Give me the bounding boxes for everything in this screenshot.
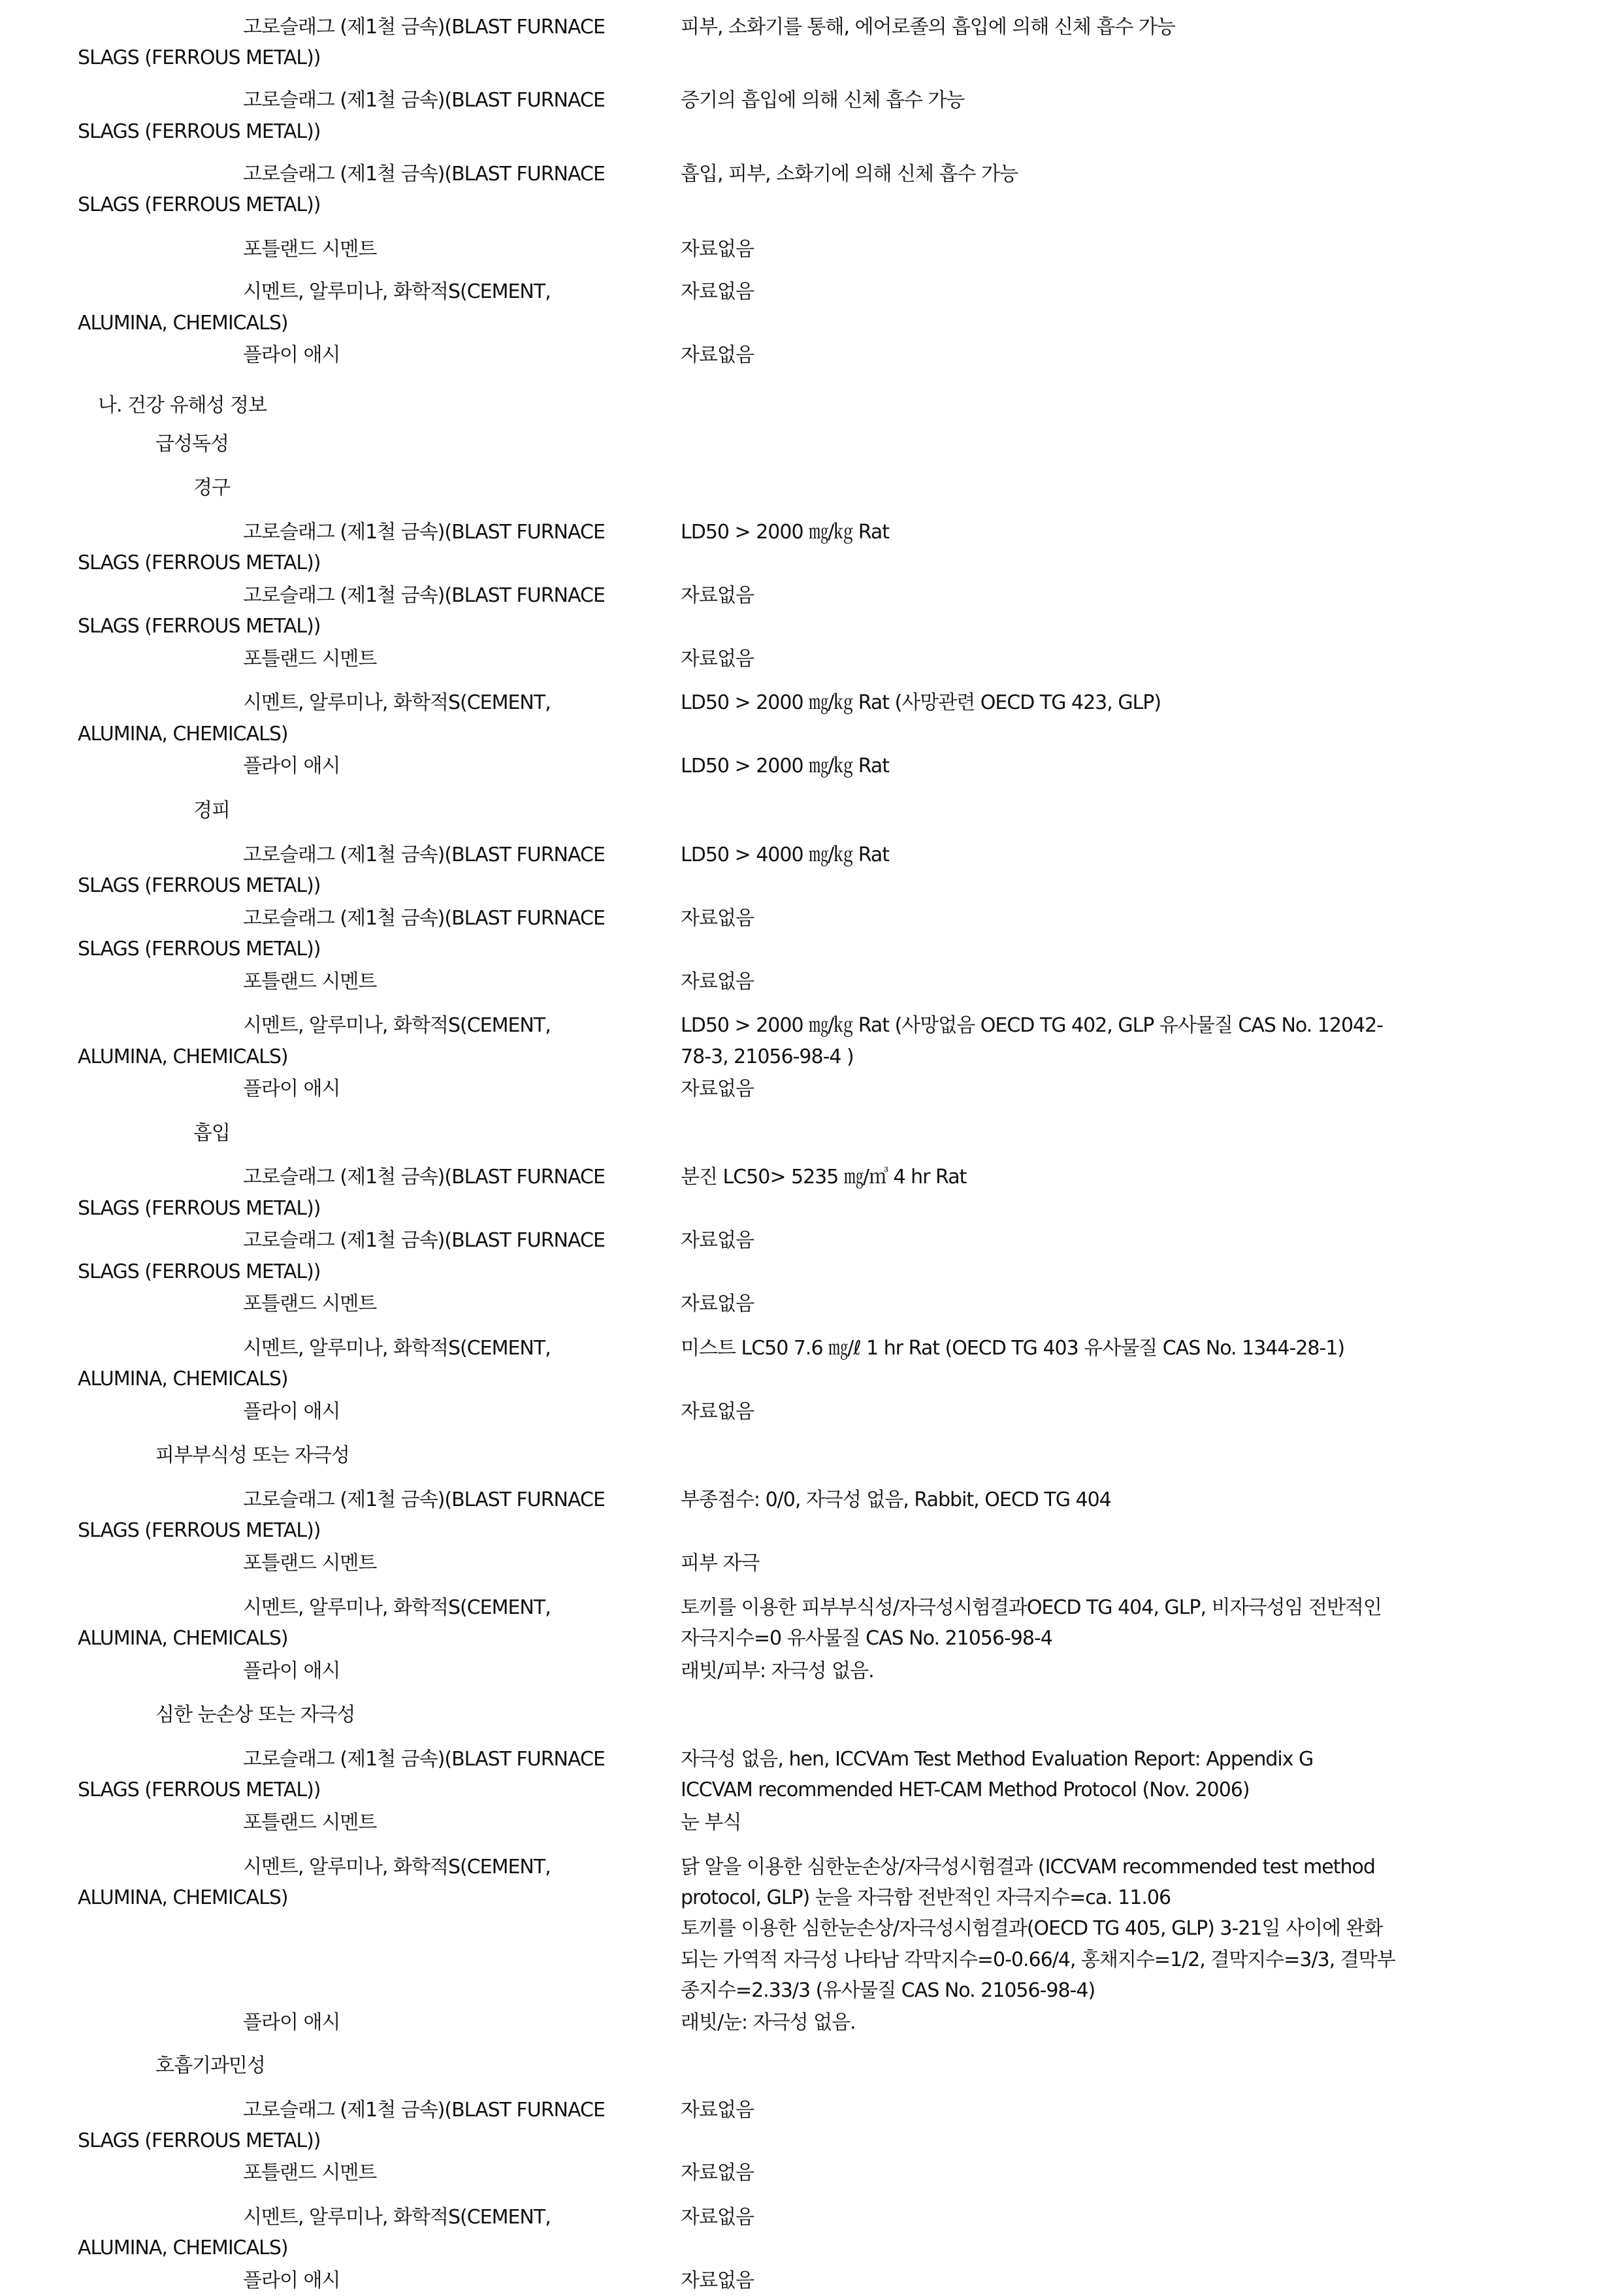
substance-name-continued: ALUMINA, CHEMICALS): [78, 722, 288, 746]
hazard-value: 미스트 LC50 7.6 ㎎/ℓ 1 hr Rat (OECD TG 403 유사물질 CAS No. 1344-28-1): [681, 1336, 1345, 1360]
substance-name-continued: SLAGS (FERROUS METAL)): [78, 1779, 321, 1802]
subsection-heading: 경피: [193, 799, 230, 822]
hazard-value: 자극성 없음, hen, ICCVAm Test Method Evaluation Report: Appendix G: [681, 1747, 1314, 1771]
substance-name: 포틀랜드 시멘트: [243, 970, 377, 993]
hazard-value: 자료없음: [681, 2269, 754, 2293]
substance-name: 포틀랜드 시멘트: [243, 647, 377, 670]
hazard-value: 분진 LC50> 5235 ㎎/㎥ 4 hr Rat: [681, 1166, 967, 1189]
hazard-value: 자료없음: [681, 1077, 754, 1101]
substance-name: 플라이 애시: [243, 1659, 340, 1682]
substance-name: 플라이 애시: [243, 2269, 340, 2293]
hazard-value: 닭 알을 이용한 심한눈손상/자극성시험결과 (ICCVAM recommended test method: [681, 1855, 1375, 1878]
hazard-value: 자료없음: [681, 583, 754, 607]
substance-name: 포틀랜드 시멘트: [243, 1552, 377, 1575]
substance-name: 고로슬래그 (제1철 금속)(BLAST FURNACE: [243, 906, 605, 930]
substance-name: 고로슬래그 (제1철 금속)(BLAST FURNACE: [243, 2098, 605, 2122]
substance-name: 시멘트, 알루미나, 화학적S(CEMENT,: [243, 1596, 551, 1619]
hazard-value: ICCVAM recommended HET-CAM Method Protocol (Nov. 2006): [681, 1779, 1250, 1802]
substance-name: 고로슬래그 (제1철 금속)(BLAST FURNACE: [243, 1488, 605, 1512]
substance-name: 포틀랜드 시멘트: [243, 1292, 377, 1316]
subsection-heading: 호흡기과민성: [155, 2054, 265, 2077]
substance-name: 고로슬래그 (제1철 금속)(BLAST FURNACE: [243, 520, 605, 544]
substance-name-continued: ALUMINA, CHEMICALS): [78, 2237, 288, 2260]
substance-name: 플라이 애시: [243, 755, 340, 778]
substance-name-continued: SLAGS (FERROUS METAL)): [78, 551, 321, 575]
hazard-value: LD50 > 2000 ㎎/㎏ Rat (사망관련 OECD TG 423, GLP): [681, 691, 1161, 715]
subsection-heading: 심한 눈손상 또는 자극성: [155, 1703, 355, 1727]
hazard-value: 토끼를 이용한 피부부식성/자극성시험결과OECD TG 404, GLP, 비자극성임 전반적인: [681, 1596, 1382, 1619]
substance-name-continued: SLAGS (FERROUS METAL)): [78, 2129, 321, 2152]
substance-name-continued: SLAGS (FERROUS METAL)): [78, 1196, 321, 1220]
subsection-heading: 급성독성: [155, 432, 229, 455]
substance-name: 시멘트, 알루미나, 화학적S(CEMENT,: [243, 691, 551, 715]
hazard-value: 종지수=2.33/3 (유사물질 CAS No. 21056-98-4): [681, 1978, 1095, 2002]
substance-name: 고로슬래그 (제1철 금속)(BLAST FURNACE: [243, 1229, 605, 1253]
hazard-value: 흡입, 피부, 소화기에 의해 신체 흡수 가능: [681, 163, 1018, 186]
hazard-value: 자료없음: [681, 2161, 754, 2185]
substance-name: 플라이 애시: [243, 2011, 340, 2035]
substance-name-continued: ALUMINA, CHEMICALS): [78, 1368, 288, 1391]
hazard-value: 자료없음: [681, 1292, 754, 1316]
hazard-value: 래빗/피부: 자극성 없음.: [681, 1659, 874, 1682]
hazard-value: 토끼를 이용한 심한눈손상/자극성시험결과(OECD TG 405, GLP) 3-21일 사이에 완화: [681, 1917, 1383, 1941]
substance-name-continued: SLAGS (FERROUS METAL)): [78, 120, 321, 143]
substance-name: 포틀랜드 시멘트: [243, 238, 377, 261]
hazard-value: 피부, 소화기를 통해, 에어로졸의 흡입에 의해 신체 흡수 가능: [681, 15, 1175, 39]
substance-name: 시멘트, 알루미나, 화학적S(CEMENT,: [243, 1855, 551, 1878]
hazard-value: 자료없음: [681, 1229, 754, 1253]
hazard-value: LD50 > 4000 ㎎/㎏ Rat: [681, 843, 890, 866]
hazard-value: 78-3, 21056-98-4 ): [681, 1045, 854, 1068]
substance-name: 시멘트, 알루미나, 화학적S(CEMENT,: [243, 1014, 551, 1038]
substance-name-continued: SLAGS (FERROUS METAL)): [78, 874, 321, 897]
hazard-value: 자료없음: [681, 970, 754, 993]
substance-name-continued: ALUMINA, CHEMICALS): [78, 1886, 288, 1909]
substance-name: 고로슬래그 (제1철 금속)(BLAST FURNACE: [243, 163, 605, 186]
substance-name: 플라이 애시: [243, 1077, 340, 1101]
hazard-value: LD50 > 2000 ㎎/㎏ Rat (사망없음 OECD TG 402, GLP 유사물질 CAS No. 12042-: [681, 1014, 1384, 1038]
substance-name: 고로슬래그 (제1철 금속)(BLAST FURNACE: [243, 843, 605, 866]
substance-name: 고로슬래그 (제1철 금속)(BLAST FURNACE: [243, 1166, 605, 1189]
substance-name: 플라이 애시: [243, 344, 340, 367]
substance-name: 포틀랜드 시멘트: [243, 1811, 377, 1834]
substance-name-continued: ALUMINA, CHEMICALS): [78, 1627, 288, 1650]
substance-name-continued: SLAGS (FERROUS METAL)): [78, 46, 321, 69]
substance-name-continued: SLAGS (FERROUS METAL)): [78, 937, 321, 960]
hazard-value: 자극지수=0 유사물질 CAS No. 21056-98-4: [681, 1627, 1052, 1650]
substance-name: 고로슬래그 (제1철 금속)(BLAST FURNACE: [243, 89, 605, 112]
substance-name: 시멘트, 알루미나, 화학적S(CEMENT,: [243, 1336, 551, 1360]
hazard-value: 자료없음: [681, 2206, 754, 2229]
substance-name-continued: SLAGS (FERROUS METAL)): [78, 615, 321, 638]
hazard-value: 눈 부식: [681, 1811, 741, 1834]
hazard-value: LD50 > 2000 ㎎/㎏ Rat: [681, 520, 890, 544]
hazard-value: LD50 > 2000 ㎎/㎏ Rat: [681, 755, 890, 778]
substance-name: 고로슬래그 (제1철 금속)(BLAST FURNACE: [243, 1747, 605, 1771]
hazard-value: 부종점수: 0/0, 자극성 없음, Rabbit, OECD TG 404: [681, 1488, 1111, 1512]
substance-name: 시멘트, 알루미나, 화학적S(CEMENT,: [243, 2206, 551, 2229]
hazard-value: protocol, GLP) 눈을 자극함 전반적인 자극지수=ca. 11.06: [681, 1886, 1171, 1909]
substance-name-continued: SLAGS (FERROUS METAL)): [78, 1519, 321, 1543]
hazard-value: 피부 자극: [681, 1552, 760, 1575]
subsection-heading: 흡입: [193, 1121, 230, 1145]
hazard-value: 증기의 흡입에 의해 신체 흡수 가능: [681, 89, 965, 112]
substance-name: 플라이 애시: [243, 1400, 340, 1423]
section-heading: 나. 건강 유해성 정보: [98, 394, 267, 417]
subsection-heading: 피부부식성 또는 자극성: [155, 1444, 349, 1468]
substance-name: 고로슬래그 (제1철 금속)(BLAST FURNACE: [243, 15, 605, 39]
substance-name: 포틀랜드 시멘트: [243, 2161, 377, 2185]
substance-name-continued: ALUMINA, CHEMICALS): [78, 1045, 288, 1068]
subsection-heading: 경구: [193, 476, 230, 500]
hazard-value: 자료없음: [681, 238, 754, 261]
hazard-value: 자료없음: [681, 2098, 754, 2122]
hazard-value: 자료없음: [681, 906, 754, 930]
substance-name-continued: SLAGS (FERROUS METAL)): [78, 1260, 321, 1283]
substance-name-continued: ALUMINA, CHEMICALS): [78, 311, 288, 335]
substance-name: 시멘트, 알루미나, 화학적S(CEMENT,: [243, 280, 551, 304]
hazard-value: 자료없음: [681, 1400, 754, 1423]
hazard-value: 자료없음: [681, 344, 754, 367]
hazard-value: 래빗/눈: 자극성 없음.: [681, 2011, 856, 2035]
substance-name-continued: SLAGS (FERROUS METAL)): [78, 193, 321, 217]
substance-name: 고로슬래그 (제1철 금속)(BLAST FURNACE: [243, 583, 605, 607]
hazard-value: 자료없음: [681, 280, 754, 304]
hazard-value: 되는 가역적 자극성 나타남 각막지수=0-0.66/4, 홍채지수=1/2, 결막지수=3/3, 결막부: [681, 1948, 1395, 1971]
hazard-value: 자료없음: [681, 647, 754, 670]
